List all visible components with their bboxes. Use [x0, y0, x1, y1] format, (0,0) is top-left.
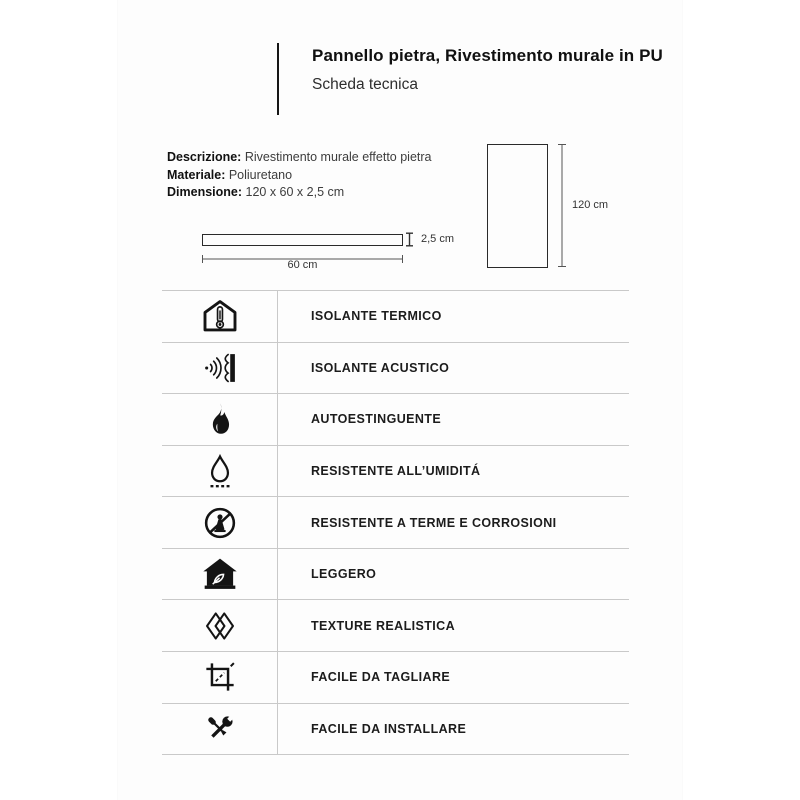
spec-row-dimension — [167, 184, 432, 202]
height-label: 120 cm — [572, 199, 609, 211]
header — [312, 46, 663, 94]
flame-icon — [162, 400, 277, 438]
feature-row — [162, 394, 629, 446]
tools-icon — [162, 710, 277, 748]
feature-row — [162, 497, 629, 549]
feature-label: LEGGERO — [311, 567, 377, 582]
feature-label: RESISTENTE A TERME E CORROSIONI — [311, 515, 557, 530]
page-title: Pannello pietra, Rivestimento murale in PU — [312, 46, 663, 65]
height-dimension-line — [557, 144, 567, 272]
spec-value: Poliuretano — [228, 167, 293, 182]
water-drop-icon — [162, 452, 277, 490]
panel-front-rectangle — [487, 144, 548, 268]
panel-profile-rectangle — [202, 234, 403, 246]
feature-label: ISOLANTE TERMICO — [311, 309, 442, 324]
feature-label: ISOLANTE ACUSTICO — [311, 360, 450, 375]
spec-value: 120 x 60 x 2,5 cm — [245, 185, 345, 199]
feature-label: AUTOESTINGUENTE — [311, 412, 442, 427]
title-accent-line — [277, 43, 279, 115]
spec-label: Materiale: — [167, 167, 226, 182]
crop-cut-icon — [162, 658, 277, 696]
spec-label: Dimensione: — [167, 185, 243, 199]
thickness-marker-icon — [405, 232, 414, 252]
features-table — [162, 290, 629, 755]
feature-label: FACILE DA INSTALLARE — [311, 721, 467, 736]
specs-block — [167, 149, 432, 202]
feature-row — [162, 600, 629, 652]
spec-value: Rivestimento murale effetto pietra — [244, 150, 432, 164]
no-termite-icon — [162, 504, 277, 542]
sound-waves-icon — [162, 349, 277, 387]
feature-label: TEXTURE REALISTICA — [311, 618, 456, 633]
house-feather-icon — [162, 555, 277, 593]
feature-label: FACILE DA TAGLIARE — [311, 670, 451, 685]
feature-label: RESISTENTE ALL’UMIDITÁ — [311, 463, 481, 478]
spec-row-description — [167, 149, 432, 167]
feature-row — [162, 704, 629, 756]
width-label: 60 cm — [287, 259, 318, 271]
thickness-label: 2,5 cm — [421, 233, 455, 245]
feature-row — [162, 291, 629, 343]
feature-row — [162, 446, 629, 498]
house-thermometer-icon — [162, 297, 277, 335]
feature-row — [162, 652, 629, 704]
feature-row — [162, 549, 629, 601]
spec-label: Descrizione: — [167, 150, 242, 164]
page-subtitle: Scheda tecnica — [312, 76, 418, 93]
diamond-texture-icon — [162, 607, 277, 645]
spec-row-material — [167, 167, 432, 185]
feature-row — [162, 343, 629, 395]
